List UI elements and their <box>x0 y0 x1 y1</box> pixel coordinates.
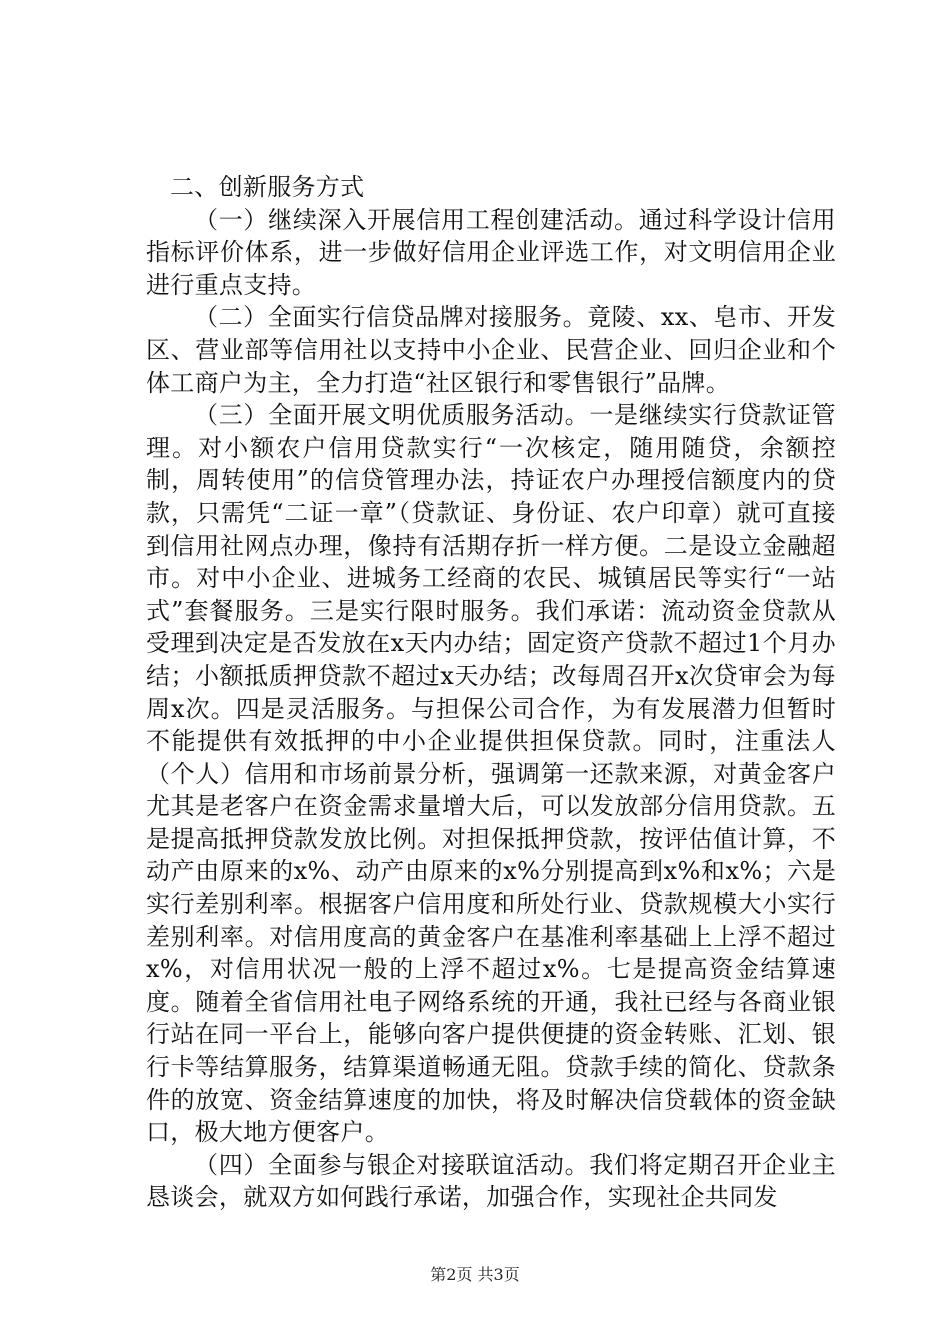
document-body <box>146 171 836 1214</box>
paragraph-1: （一）继续深入开展信用工程创建活动。通过科学设计信用指标评价体系，进一步做好信用企业评选工作，对文明信用企业进行重点支持。 <box>146 205 836 299</box>
section-heading: 二、创新服务方式 <box>170 173 365 201</box>
page-number-footer: 第2页 共3页 <box>430 1265 520 1284</box>
paragraph-2: （二）全面实行信贷品牌对接服务。竟陵、xx、皂市、开发区、营业部等信用社以支持中小企业、民营企业、回归企业和个体工商户为主，全力打造“社区银行和零售银行”品牌。 <box>146 303 836 397</box>
paragraph-4: （四）全面参与银企对接联谊活动。我们将定期召开企业主恳谈会，就双方如何践行承诺，加强合作，实现社企共同发 <box>146 1150 836 1212</box>
paragraph-3: （三）全面开展文明优质服务活动。一是继续实行贷款证管理。对小额农户信用贷款实行“一次核定，随用随贷，余额控制，周转使用”的信贷管理办法，持证农户办理授信额度内的贷款，只需凭“二证一章”（贷款证、身份证、农户印章）就可直接到信用社网点办理，像持有活期存折一样方便。二是设立金融超市。对中小企业、进城务工经商的农民、城镇居民等实行“一站式”套餐服务。三是实行限时服务。我们承诺：流动资金贷款从受理到决定是否发放在x天内办结；固定资产贷款不超过1个月办结；小额抵质押贷款不超过x天办结；改每周召开x次贷审会为每周x次。四是灵活服务。与担保公司合作，为有发展潜力但暂时不能提供有效抵押的中小企业提供担保贷款。同时，注重法人（个人）信用和市场前景分析，强调第一还款来源，对黄金客户尤其是老客户在资金需求量增大后，可以发放部分信用贷款。五是提高抵押贷款发放比例。对担保抵押贷款，按评估值计算，不动产由原来的x%、动产由原来的x%分别提高到x%和x%；六是实行差别利率。根据客户信用度和所处行业、贷款规模大小实行差别利率。对信用度高的黄金客户在基准利率基础上上浮不超过x%，对信用状况一般的上浮不超过x%。七是提高资金结算速度。随着全省信用社电子网络系统的开通，我社已经与各商业银行站在同一平台上，能够向客户提供便捷的资金转账、汇划、银行卡等结算服务，结算渠道畅通无阻。贷款手续的简化、贷款条件的放宽、资金结算速度的加快，将及时解决信贷载体的资金缺口，极大地方便客户。 <box>146 401 836 1147</box>
